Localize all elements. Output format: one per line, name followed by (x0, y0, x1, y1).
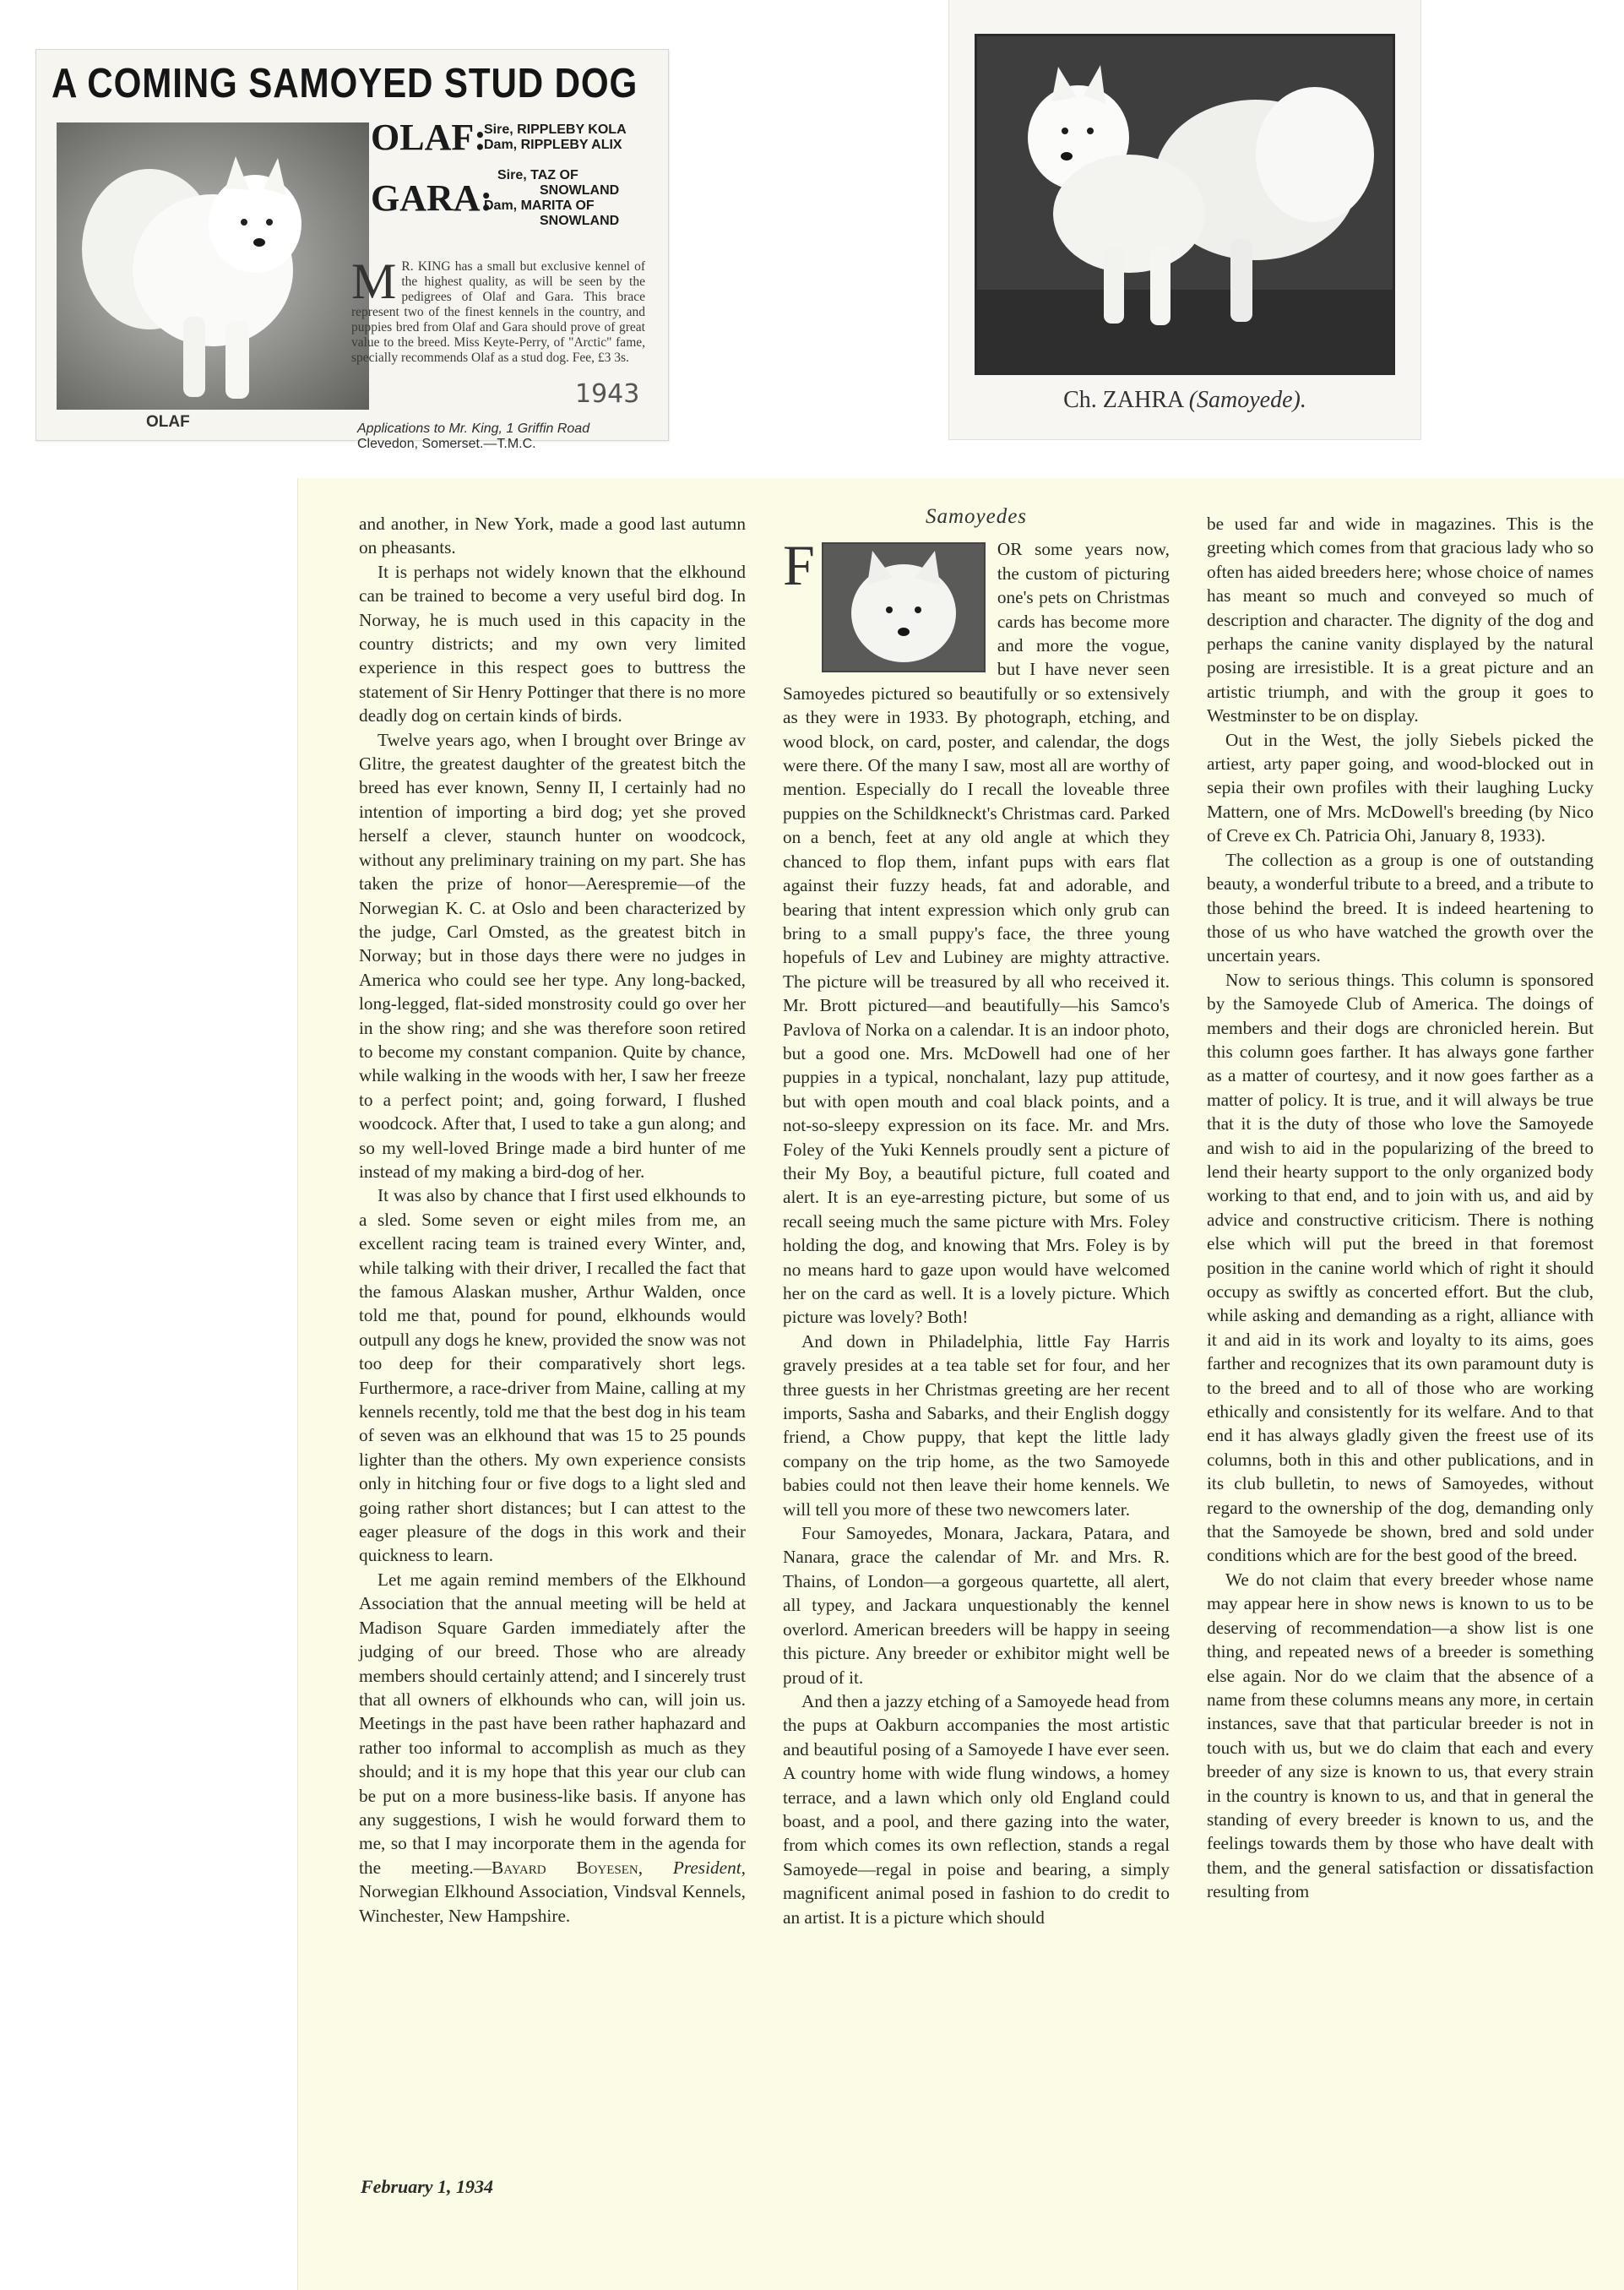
stud-dog-clipping (35, 49, 669, 451)
body-text: R. KING has a small but exclusive kennel of the highest quality, as will be seen by the pedigrees of Olaf and Gara. This brace represent two of the finest kennels in the country, and puppies bred from Olaf and Gara should prove of great value to the breed. Miss Keyte-Perry, of "Arctic" fame, specially recommends Olaf as a stud dog. Fee, £3 3s. (351, 259, 645, 365)
dropcap: F (783, 533, 815, 598)
paragraph: be used far and wide in magazines. This is the greeting which comes from that gracious lady who so often has aided breeders here; whose choice of names has meant so much and conveyed so much of description and character. The dignity of the dog and perhaps the canine vanity displayed by the natural posing are irresistible. It is a great picture and an artistic triumph, and with the group it goes to Westminster to be on display. (1207, 514, 1594, 726)
paragraph-text: Let me again remind members of the Elkhound Association that the annual meeting will be held at Madison Square Garden immediately after the judging of our breed. Those who are already members should certainly attend; and I sincerely trust that all owners of elkhounds who can, will join us. Meetings in the past have been rather haphazard and rather too informal to accomplish as much as they should; and it is my hope that this year our club can be put on a more business-like basis. If anyone has any suggestions, I wish he would forward them to me, so that I may incorporate them in the agenda for the meeting.— (359, 1569, 746, 1878)
zahra-caption-name: Ch. ZAHRA (1063, 387, 1189, 413)
paragraph: And then a jazzy etching of a Samoyede head from the pups at Oakburn accompanies the most artistic and beautiful posing of a Samoyede I have ever seen. A country home with wide flung windows, a homey terrace, and a lawn which only old England could boast, and a pool, and there gazing into the water, from which comes its own reflection, stands a regal Samoyede—regal in poise and bearing, a simply magnificent animal posed in fashion to do credit to an artist. It is a picture which should (783, 1690, 1170, 1928)
paragraph: and another, in New York, made a good last autumn on pheasants. (359, 514, 746, 558)
zahra-caption (949, 387, 1420, 414)
samoyed-dog-illustration (57, 122, 369, 410)
dog-name-olaf: OLAF: (371, 117, 486, 158)
paragraph: The collection as a group is one of outstanding beauty, a wonderful tribute to a breed, and a tribute to those behind the breed. It is indeed heartening to those of us who have watched the growth over the uncertain years. (1207, 849, 1594, 966)
samoyed-head-photo (822, 542, 986, 672)
paragraph: It is perhaps not widely known that the elkhound can be trained to become a very useful bird dog. In Norway, he is much used in this capacity in the country districts; and my own very limited experience in this respect goes to buttress the statement of Sir Henry Pottinger that there is no more deadly dog on certain kinds of birds. (359, 561, 746, 726)
applications-note (357, 422, 661, 452)
article-column-3 (1207, 512, 1594, 1904)
zahra-photo (975, 34, 1395, 375)
olaf-sire: Sire, RIPPLEBY KOLA (484, 122, 627, 137)
body-dropcap: M (351, 253, 397, 309)
paragraph: It was also by chance that I first used elkhounds to a sled. Some seven or eight miles from me, an excellent racing team is trained every Winter, and, while talking with their driver, I recalled the fact that the famous Alaskan musher, Arthur Walden, once told me that, pound for pound, elkhounds would outpull any dogs he knew, provided the snow was not too deep for their comparatively short legs. Furthermore, a race-driver from Maine, calling at my kennels recently, told me that the best dog in his team of seven was an elkhound that was 15 to 25 pounds lighter than the others. My own experience consists only in hitching four or five dogs to a light sled and going rather short distances; but I can attest to the eager pleasure of the dogs in this work and their quickness to learn. (359, 1185, 746, 1566)
clipping-headline: A COMING SAMOYED STUD DOG (52, 61, 638, 106)
paragraph (359, 1568, 746, 1928)
applications-line-2: Clevedon, Somerset.—T.M.C. (357, 437, 536, 451)
samoyed-dog-illustration (977, 36, 1393, 373)
article-column-1 (359, 512, 746, 1928)
gara-sire-b: SNOWLAND (540, 183, 620, 198)
paragraph: Twelve years ago, when I brought over Bringe av Glitre, the greatest daughter of the greatest bitch the breed has ever known, Senny II, I certainly had no intention of importing a bird dog; yet she proved herself a clever, staunch hunter on woodcock, without any preliminary training on my part. She has taken the prize of honor—Aerespremie—of the Norwegian K. C. at Oslo and been characterized by the judge, Carl Omsted, as the greatest bitch in Norway; but in those days there were no judges in America who could see her type. Any long-backed, long-legged, flat-sided monstrosity could go over her in the show ring; and she was therefore soon retired to become my constant companion. Quite by chance, while walking in the woods with her, I saw her freeze to a perfect point; and, going forward, I flushed woodcock. After that, I used to take a gun along; and so my well-loved Bringe made a bird hunter of me instead of my making a bird-dog of her. (359, 729, 746, 1182)
article-column-2 (783, 505, 1170, 1929)
zahra-photo-clipping (948, 0, 1421, 440)
photo-caption: OLAF (146, 413, 190, 431)
issue-date: February 1, 1934 (361, 2176, 494, 2197)
paragraph: And down in Philadelphia, little Fay Harris gravely presides at a tea table set for four, and her three guests in her Christmas greeting are her recent imports, Sasha and Sabarks, and their English doggy friend, a Chow puppy, that kept the little lady company on the trip home, as the two Samoyede babies could not then leave their home kennels. We will tell you more of these two newcomers later. (783, 1330, 1170, 1520)
signoff-title: President, (672, 1857, 746, 1878)
paragraph (783, 533, 1170, 1329)
signoff-affiliation: Norwegian Elkhound Association, Vindsval Kennels, Winchester, New Hampshire. (359, 1881, 746, 1926)
signoff-name: Bayard Boyesen, (492, 1857, 644, 1878)
gara-dam-a: Dam, MARITA OF (484, 199, 595, 213)
magazine-article-clipping (297, 478, 1624, 2290)
paragraph: Now to serious things. This column is sponsored by the Samoyede Club of America. The doings of members and their dogs are chronicled herein. But this column goes farther. It has always gone farther as a matter of courtesy, and it now goes farther as a matter of policy. It is true, and it will always be true that it is the duty of those who love the Samoyede and wish to aid in the popularizing of the breed to lend their hearty support to the only organized body working to that end, and to join with us, and aid by advice and constructive criticism. There is nothing else which will put the breed in that foremost position in the canine world which of right it should occupy as swiftly as concerted effort. But the club, while asking and demanding as a right, alliance with it and aid in its work and loyalty to its aims, goes farther and recognizes that its own paramount duty is to the breed and to all of those who are working ethically and consistently for its welfare. And to that end it has always gladly given the freest use of its columns, both in this and other publications, and in its club bulletin, to news of Samoyedes, without regard to the ownership of the dog, demanding only that the Samoyede be shown, bred and sold under conditions which are for the best good of the breed. (1207, 969, 1594, 1566)
section-title: Samoyedes (925, 505, 1028, 528)
samoyed-head-illustration (823, 544, 984, 671)
gara-sire-a: Sire, TAZ OF (497, 168, 578, 182)
gara-dam-b: SNOWLAND (540, 214, 620, 228)
handwritten-year: 1943 (575, 379, 640, 409)
zahra-caption-breed: (Samoyede). (1188, 387, 1306, 413)
paragraph-text: OR some years now, the custom of picturing one's pets on Christmas cards has become more and more the vogue, but I have never seen Samoyedes pictured so beautifully or so extensively as they were in 1933. By photograph, etching, and wood block, on card, poster, and calendar, the dogs were there. Of the many I saw, most all are worthy of mention. Especially do I recall the loveable three puppies on the Schildkneckt's Christmas card. Parked on a bench, feet at any old angle at which they chanced to flop them, infant pups with ears flat against their fuzzy heads, fat and adorable, and bearing that intent expression which only grub can bring to a small puppy's face, the three young hopefuls of Lev and Lubiney are mighty attractive. The picture will be treasured by all who received it. Mr. Brott pictured—and beautifully—his Samco's Pavlova of Norka on a calendar. It is an indoor photo, but a good one. Mrs. McDowell had one of her puppies in a typical, nonchalant, lazy pup attitude, but with open mouth and coal black points, and a not-so-sleepy expression on its face. Mr. and Mrs. Foley of the Yuki Kennels proudly sent a picture of their My Boy, a beautiful picture, full coated and alert. It is an eye-arresting picture, but some of us recall seeing much the same picture with Mrs. Foley holding the dog, and knowing that Mrs. Foley is by no means hard to gaze upon would have welcomed her on the card as well. It is a lovely picture. Which picture was lovely? Both! (783, 539, 1170, 1328)
applications-line-1: Applications to Mr. King, 1 Griffin Road (357, 422, 590, 436)
paragraph: Out in the West, the jolly Siebels picked the artiest, arty paper going, and wood-blocked out in sepia their own profiles with their laughing Lucky Mattern, one of Mrs. McDowell's breeding (by Nico of Creve ex Ch. Patricia Ohi, January 8, 1933). (1207, 729, 1594, 846)
olaf-photo (57, 122, 369, 410)
olaf-dam: Dam, RIPPLEBY ALIX (484, 138, 622, 152)
dog-name-gara: GARA: (371, 177, 493, 219)
clipping-body (351, 253, 645, 366)
paragraph: We do not claim that every breeder whose name may appear here in show news is known to us to be deserving of recommendation—a show list is one thing, and repeated news of a breeder is something else again. Nor do we claim that the absence of a name from these columns means any more, in certain instances, save that that particular breeder is not in touch with us, but we do claim that each and every breeder of any size is known to us, that every strain in the country is known to us, and that in general the standing of every breeder is known to us, and the feelings towards them by those who have dealt with them, and the general satisfaction or dissatisfaction resulting from (1207, 1569, 1594, 1902)
paragraph: Four Samoyedes, Monara, Jackara, Patara, and Nanara, grace the calendar of Mr. and Mrs. R. Thains, of London—a gorgeous quartette, all alert, all typey, and Jackara unquestionably the kennel overlord. American breeders will be happy in seeing this picture. Any breeder or exhibitor might well be proud of it. (783, 1523, 1170, 1688)
